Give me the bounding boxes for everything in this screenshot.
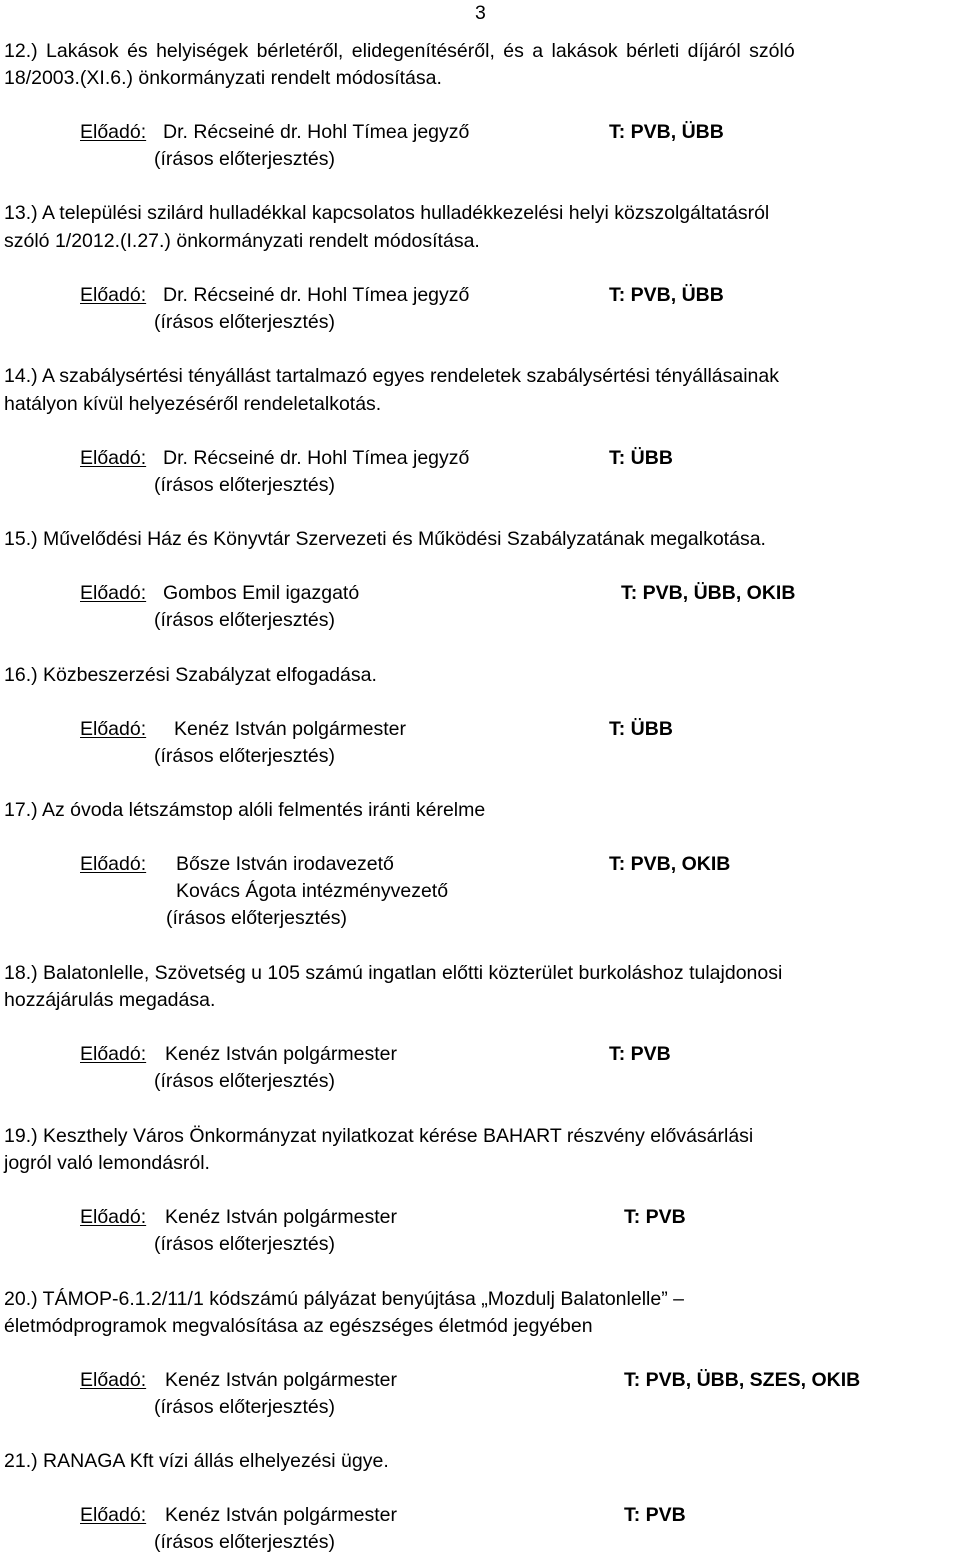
item-13-title-line-2: szóló 1/2012.(I.27.) önkormányzati rendelt módosítása. — [4, 230, 480, 252]
item-20-responsible: T: PVB, ÜBB, SZES, OKIB — [624, 1369, 861, 1391]
item-14-presenter-label: Előadó: — [80, 447, 147, 469]
item-12-presenter-note: (írásos előterjesztés) — [154, 148, 335, 170]
item-17-title-line-1: 17.) Az óvoda létszámstop alóli felmentés iránti kérelme — [4, 799, 486, 821]
item-19-responsible: T: PVB — [624, 1206, 686, 1228]
item-16-presenter-note: (írásos előterjesztés) — [154, 745, 335, 767]
item-15-responsible: T: PVB, ÜBB, OKIB — [621, 582, 796, 604]
item-19-title-line-2: jogról való lemondásról. — [4, 1152, 210, 1174]
item-17-responsible: T: PVB, OKIB — [609, 853, 731, 875]
item-13-presenter: Dr. Récseiné dr. Hohl Tímea jegyző — [163, 284, 470, 306]
item-18-title-line-2: hozzájárulás megadása. — [4, 989, 216, 1011]
item-14-title-line-2: hatályon kívül helyezéséről rendeletalkotás. — [4, 393, 382, 415]
item-12-responsible: T: PVB, ÜBB — [609, 121, 724, 143]
item-19-presenter: Kenéz István polgármester — [165, 1206, 397, 1228]
item-13-presenter-label: Előadó: — [80, 284, 147, 306]
item-18-presenter-note: (írásos előterjesztés) — [154, 1070, 335, 1092]
item-14-title-line-1: 14.) A szabálysértési tényállást tartalmazó egyes rendeletek szabálysértési tényállásainak — [4, 365, 779, 387]
item-19-title-line-1: 19.) Keszthely Város Önkormányzat nyilatkozat kérése BAHART részvény elővásárlási — [4, 1125, 754, 1147]
item-12-title-line-1: 12.) Lakások és helyiségek bérletéről, elidegenítéséről, és a lakások bérleti díjáról szóló — [4, 40, 795, 62]
item-20-presenter: Kenéz István polgármester — [165, 1369, 397, 1391]
item-13-title-line-1: 13.) A települési szilárd hulladékkal kapcsolatos hulladékkezelési helyi közszolgáltatásról — [4, 202, 770, 224]
item-17-presenter-note: (írásos előterjesztés) — [166, 907, 347, 929]
item-20-presenter-note: (írásos előterjesztés) — [154, 1396, 335, 1418]
item-21-presenter: Kenéz István polgármester — [165, 1504, 397, 1526]
item-17-presenter: Bősze István irodavezető — [176, 853, 394, 875]
item-21-presenter-label: Előadó: — [80, 1504, 147, 1526]
item-21-responsible: T: PVB — [624, 1504, 686, 1526]
item-16-presenter: Kenéz István polgármester — [174, 718, 406, 740]
item-17-presenter-2: Kovács Ágota intézményvezető — [176, 880, 449, 902]
item-15-presenter-note: (írásos előterjesztés) — [154, 609, 335, 631]
item-15-presenter-label: Előadó: — [80, 582, 147, 604]
item-14-responsible: T: ÜBB — [609, 447, 673, 469]
item-18-presenter-label: Előadó: — [80, 1043, 147, 1065]
item-17-presenter-label: Előadó: — [80, 853, 147, 875]
item-18-responsible: T: PVB — [609, 1043, 671, 1065]
item-13-responsible: T: PVB, ÜBB — [609, 284, 724, 306]
item-18-presenter: Kenéz István polgármester — [165, 1043, 397, 1065]
item-20-presenter-label: Előadó: — [80, 1369, 147, 1391]
item-20-title-line-2: életmódprogramok megvalósítása az egészséges életmód jegyében — [4, 1315, 593, 1337]
item-13-presenter-note: (írásos előterjesztés) — [154, 311, 335, 333]
item-16-title-line-1: 16.) Közbeszerzési Szabályzat elfogadása. — [4, 664, 377, 686]
item-12-presenter: Dr. Récseiné dr. Hohl Tímea jegyző — [163, 121, 470, 143]
item-21-presenter-note: (írásos előterjesztés) — [154, 1531, 335, 1553]
item-16-responsible: T: ÜBB — [609, 718, 673, 740]
item-12-presenter-label: Előadó: — [80, 121, 147, 143]
item-21-title-line-1: 21.) RANAGA Kft vízi állás elhelyezési ügye. — [4, 1450, 389, 1472]
item-19-presenter-label: Előadó: — [80, 1206, 147, 1228]
item-20-title-line-1: 20.) TÁMOP-6.1.2/11/1 kódszámú pályázat benyújtása „Mozdulj Balatonlelle” – — [4, 1288, 684, 1310]
item-12-title-line-2: 18/2003.(XI.6.) önkormányzati rendelt módosítása. — [4, 67, 442, 89]
page-number: 3 — [475, 2, 486, 24]
item-16-presenter-label: Előadó: — [80, 718, 147, 740]
item-14-presenter-note: (írásos előterjesztés) — [154, 474, 335, 496]
item-15-title-line-1: 15.) Művelődési Ház és Könyvtár Szervezeti és Működési Szabályzatának megalkotása. — [4, 528, 766, 550]
item-14-presenter: Dr. Récseiné dr. Hohl Tímea jegyző — [163, 447, 470, 469]
item-18-title-line-1: 18.) Balatonlelle, Szövetség u 105 számú ingatlan előtti közterület burkoláshoz tulajdonosi — [4, 962, 783, 984]
item-15-presenter: Gombos Emil igazgató — [163, 582, 360, 604]
item-19-presenter-note: (írásos előterjesztés) — [154, 1233, 335, 1255]
